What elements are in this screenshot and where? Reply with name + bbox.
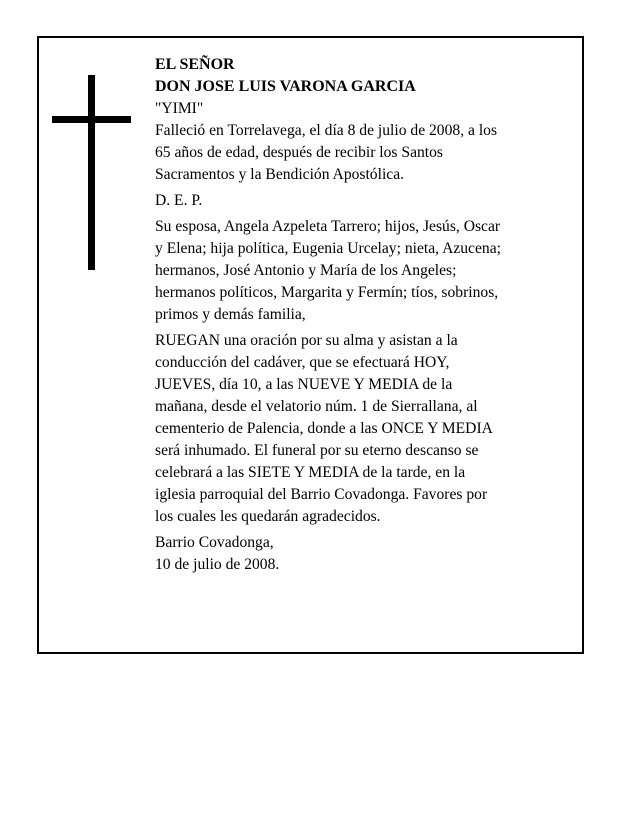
place-line: Barrio Covadonga, [155,534,274,551]
text-line: Su esposa, Angela Azpeleta Tarrero; hijos, Jesús, Oscar [155,218,501,235]
text-line: 65 años de edad, después de recibir los Santos [155,144,443,161]
text-line: los cuales les quedarán agradecidos. [155,508,381,525]
text-line: mañana, desde el velatorio núm. 1 de Sierrallana, al [155,398,478,415]
dep-line: D. E. P. [155,192,203,209]
text-line: será inhumado. El funeral por su eterno descanso se [155,442,479,459]
text-line: primos y demás familia, [155,306,306,323]
text-line: cementerio de Palencia, donde a las ONCE Y MEDIA [155,420,493,437]
title-line-1: EL SEÑOR [155,56,235,73]
text-line: conducción del cadáver, que se efectuará HOY, [155,354,450,371]
cross-icon-vertical-bar [88,75,95,270]
nickname: "YIMI" [155,100,204,117]
cross-icon-horizontal-bar [52,116,131,123]
text-line: hermanos políticos, Margarita y Fermín; tíos, sobrinos, [155,284,499,301]
obituary-text [155,54,579,576]
date-line: 10 de julio de 2008. [155,556,280,573]
text-line: Sacramentos y la Bendición Apostólica. [155,166,405,183]
text-line: y Elena; hija política, Eugenia Urcelay; nieta, Azucena; [155,240,501,257]
text-line: Falleció en Torrelavega, el día 8 de julio de 2008, a los [155,122,498,139]
deceased-name: DON JOSE LUIS VARONA GARCIA [155,78,416,95]
text-line: hermanos, José Antonio y María de los Angeles; [155,262,457,279]
request-paragraph [155,330,579,528]
text-line: iglesia parroquial del Barrio Covadonga. Favores por [155,486,488,503]
death-paragraph [155,120,579,186]
text-line: JUEVES, día 10, a las NUEVE Y MEDIA de la [155,376,453,393]
text-line: celebrará a las SIETE Y MEDIA de la tarde, en la [155,464,466,481]
family-paragraph [155,216,579,326]
text-line: RUEGAN una oración por su alma y asistan a la [155,332,458,349]
